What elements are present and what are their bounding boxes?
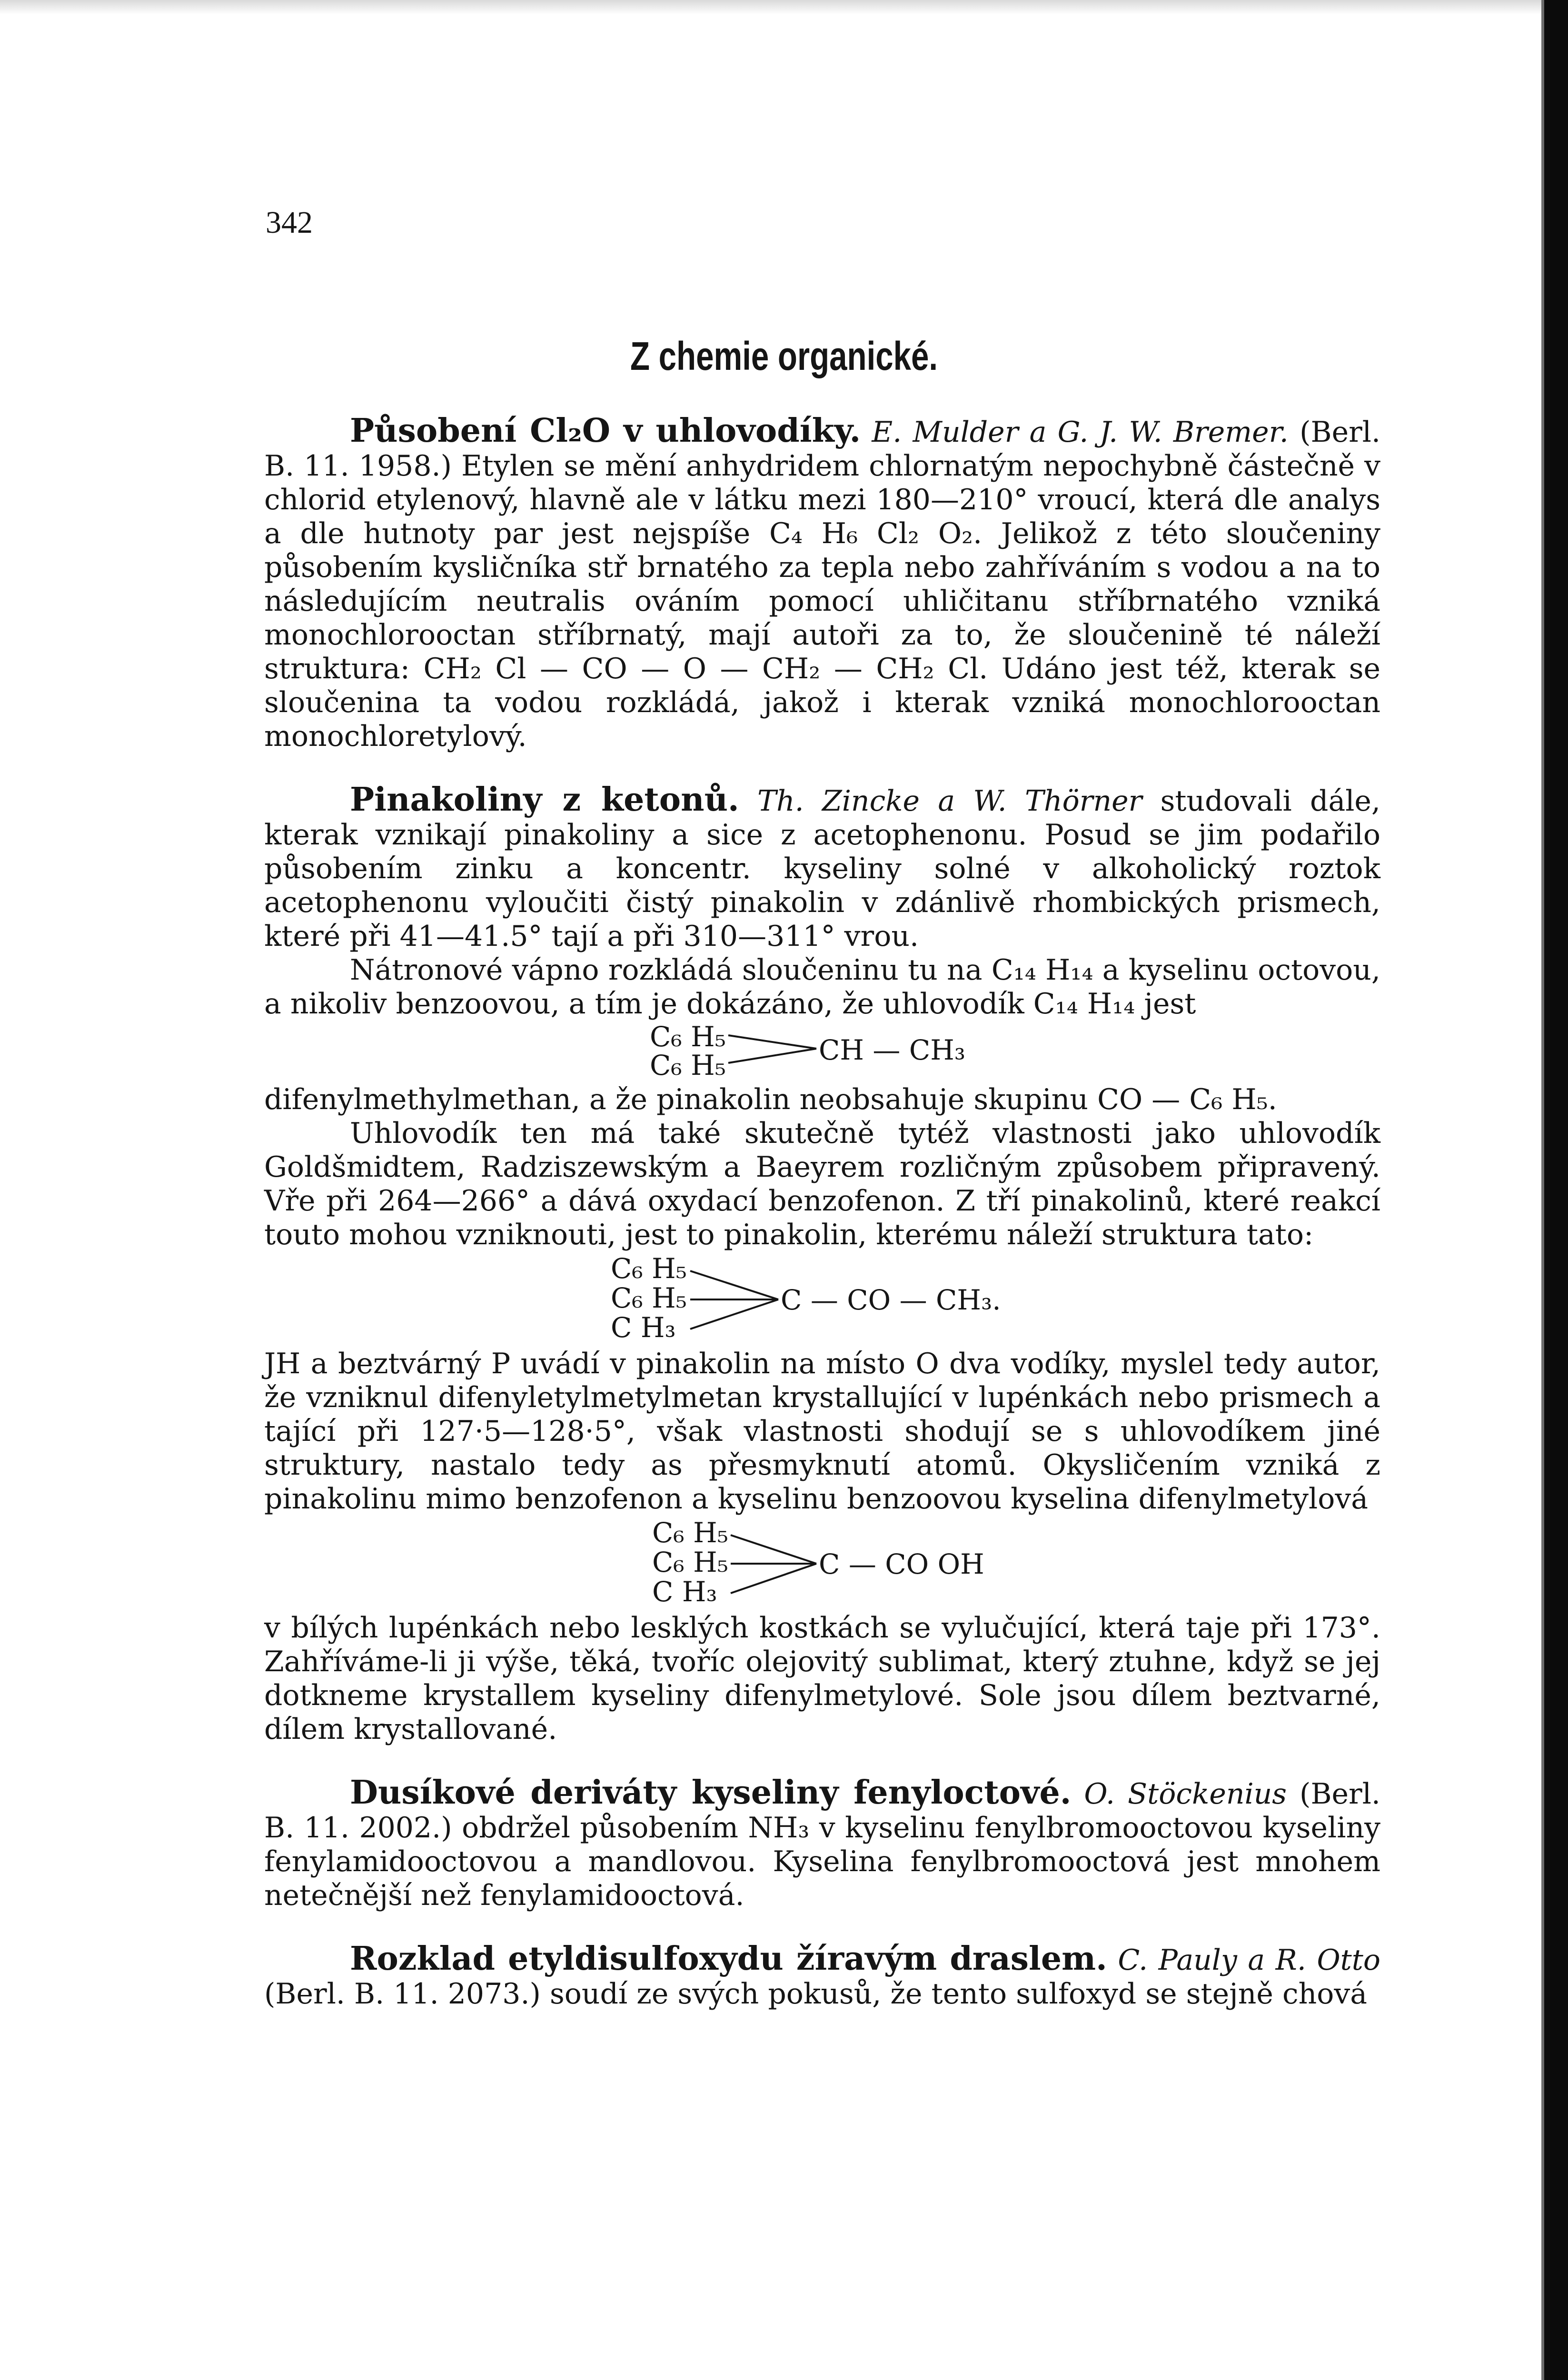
- section-heading: Dusíkové deriváty kyseliny fenyloctové.: [350, 1774, 1072, 1812]
- spacer: [264, 1746, 1380, 1776]
- section-authors: O. Stöckenius: [1084, 1777, 1287, 1811]
- section-heading: Působení Cl₂O v uhlovodíky.: [350, 412, 861, 450]
- section-dusikove: [264, 1776, 1380, 1913]
- bond-lines: [264, 1252, 269, 1257]
- section-heading: Rozklad etyldisulfoxydu žíravým draslem.: [350, 1940, 1107, 1978]
- section-body: (Berl. B. 11. 2073.) soudí ze svých pokusů, že tento sulfoxyd se stejně chová: [264, 1977, 1368, 2011]
- section-authors: C. Pauly a R. Otto: [1118, 1944, 1380, 1977]
- formula-group: C H₃: [611, 1311, 676, 1344]
- paragraph: difenylmethylmethan, a že pinakolin neobsahuje skupinu CO — C₆ H₅.: [264, 1083, 1277, 1116]
- bond-lines: [264, 1021, 269, 1026]
- formula-group: C₆ H₅: [652, 1517, 728, 1549]
- formula-group: C H₃: [652, 1576, 717, 1608]
- section-body: (Berl. B. 11. 1958.) Etylen se mění anhydridem chlornatým nepochybně částečně v chlorid etylenový, hlavně ale v látku mezi 180—210° vroucí, která dle analys a dle hutnoty par jest nejspíše C₄ H₆ Cl₂ O₂. Jelikož z této sloučeniny působením kysličníka stř brnatého za tepla nebo zahříváním s vodou a na to následujícím neutralis ováním pomocí uhličitanu stříbrnatého vzniká monochlorooctan stříbrnatý, mají autoři za to, že sloučenině té náleží struktura: CH₂ Cl — CO — O — CH₂ — CH₂ Cl. Udáno jest též, kterak se sloučenina ta vodou rozkládá, jakož i kterak vzniká monochlorooctan monochloretylový.: [264, 416, 1381, 753]
- page-title: Z chemie organické.: [630, 334, 938, 378]
- formula-difenylmethylmethan: [264, 1021, 1380, 1083]
- paragraph: Uhlovodík ten má také skutečně tytéž vlastnosti jako uhlovodík Goldšmidtem, Radziszewským a Baeyrem rozličným způsobem připravený. Vře při 264—266° a dává oxydací benzofenon. Z tří pinakolinů, které reakcí touto mohou vzniknouti, jest to pinakolin, kterému náleží struktura tato:: [264, 1117, 1380, 1251]
- bond-lines: [264, 1516, 269, 1521]
- formula-group: C₆ H₅: [611, 1252, 687, 1285]
- section-cl2o: [264, 414, 1380, 754]
- section-pinakoliny: [264, 783, 1380, 953]
- formula-right: C — CO — CH₃.: [781, 1284, 1001, 1316]
- section-rozklad: [264, 1942, 1380, 2011]
- formula-group: C₆ H₅: [650, 1021, 726, 1053]
- formula-group: C₆ H₅: [611, 1282, 687, 1314]
- formula-kyselina: [264, 1516, 1380, 1611]
- formula-pinakolin: [264, 1252, 1380, 1347]
- section-body: (Berl. B. 11. 2002.) obdržel působením NH₃ v kyselinu fenylbromooctovou kyseliny fenylamidooctovou a mandlovou. Kyselina fenylbromooctová jest mnohem netečnější než fenylamidooctová.: [264, 1777, 1380, 1912]
- scan-edge: [0, 0, 1568, 14]
- paragraph: JH a beztvárný P uvádí v pinakolin na místo O dva vodíky, myslel tedy autor, že vzniknul difenyletylmetylmetan krystallující v lupénkách nebo prismech a tající při 127·5—128·5°, však vlastnosti shodují se s uhlovodíkem jiné struktury, nastalo tedy as přesmyknutí atomů. Okysličením vzniká z pinakolinu mimo benzofenon a kyselinu benzoovou kyselina difenylmetylová: [264, 1347, 1380, 1516]
- scan-border-dark: [1544, 0, 1568, 2380]
- paragraph: v bílých lupénkách nebo lesklých kostkách se vylučující, která taje při 173°. Zahříváme-li ji výše, těká, tvoříc olejovitý sublimat, který ztuhne, když se jej dotkneme krystallem kyseliny difenylmetylové. Sole jsou dílem beztvarné, dílem krystallované.: [264, 1611, 1380, 1746]
- section-body: studovali dále, kterak vznikají pinakoliny a sice z acetophenonu. Posud se jim podařilo působením zinku a koncentr. kyseliny solné v alkoholický roztok acetophenonu vyloučiti čistý pinakolin v zdánlivě rhombických prismech, které při 41—41.5° tají a při 310—311° vrou.: [264, 784, 1380, 953]
- spacer: [264, 754, 1380, 783]
- section-authors: Th. Zincke a W. Thörner: [757, 784, 1142, 818]
- paragraph: Nátronové vápno rozkládá sloučeninu tu na C₁₄ H₁₄ a kyselinu octovou, a nikoliv benzoovou, a tím je dokázáno, že uhlovodík C₁₄ H₁₄ jest: [264, 953, 1380, 1021]
- formula-right: C — CO OH: [819, 1548, 984, 1580]
- formula-right: CH — CH₃: [819, 1034, 966, 1066]
- section-heading: Pinakoliny z ketonů.: [350, 781, 739, 819]
- formula-group: C₆ H₅: [650, 1049, 726, 1081]
- article-text: [264, 414, 1380, 2011]
- formula-group: C₆ H₅: [652, 1546, 728, 1578]
- section-authors: E. Mulder a G. J. W. Bremer.: [872, 416, 1289, 449]
- spacer: [264, 1913, 1380, 1942]
- page-number: 342: [266, 205, 313, 240]
